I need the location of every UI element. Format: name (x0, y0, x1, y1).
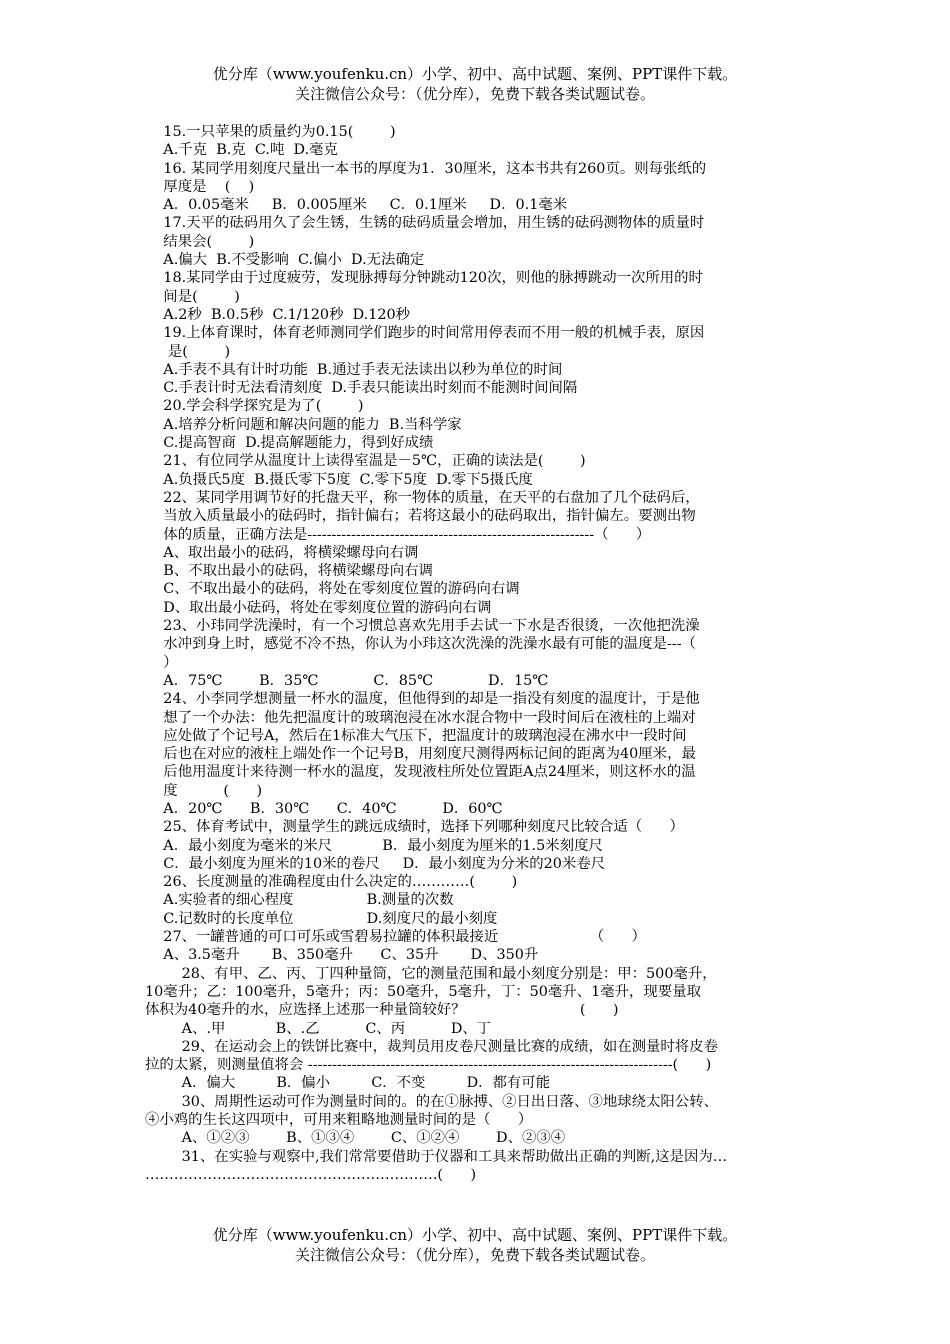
text-line: A.偏大 B.不受影响 C.偏小 D.无法确定 (145, 252, 425, 269)
text-line: D、取出最小砝码，将处在零刻度位置的游码向右调 (145, 599, 492, 616)
text-line: 25、体育考试中，测量学生的跳远成绩时，选择下列哪种刻度尺比较合适（ ） (145, 819, 684, 836)
text-line: 26、长度测量的准确程度由什么决定的…………( ) (145, 874, 518, 891)
text-line: A.培养分析问题和解决问题的能力 B.当科学家 (145, 416, 462, 433)
footer-line-1: 优分库（www.youfenku.cn）小学、初中、高中试题、案例、PPT课件下载。 (212, 1226, 738, 1244)
text-line: …………………………………………………….( ) (145, 1166, 477, 1183)
text-line: 应处做了个记号A，然后在1标准大气压下，把温度计的玻璃泡浸在沸水中一段时间 (145, 727, 687, 744)
text-line: ） (145, 654, 178, 671)
text-line: A.手表不具有计时功能 B.通过手表无法读出以秒为单位的时间 (145, 361, 563, 378)
text-line: A．最小刻度为毫米的米尺 B．最小刻度为厘米的1.5米刻度尺 (145, 837, 603, 854)
text-line: 17.天平的砝码用久了会生锈，生锈的砝码质量会增加，用生锈的砝码测物体的质量时 (145, 215, 705, 232)
text-line: 23、小玮同学洗澡时，有一个习惯总喜欢先用手去试一下水是否很烫，一次他把洗澡 (145, 618, 700, 635)
text-line: 当放入质量最小的砝码时，指针偏右；若将这最小的砝码取出，指针偏左。要测出物 (145, 508, 696, 525)
text-line: 是( ) (145, 343, 231, 360)
footer-line-2: 关注微信公众号：（优分库），免费下载各类试题试卷。 (294, 1246, 655, 1264)
text-line: B、不取出最小的砝码，将横梁螺母向右调 (145, 563, 433, 580)
page-header (0, 64, 950, 104)
text-line: A.2秒 B.0.5秒 C.1/120秒 D.120秒 (145, 306, 411, 323)
text-line: 间是( ) (145, 288, 240, 305)
text-line: C、不取出最小的砝码，将处在零刻度位置的游码向右调 (145, 581, 520, 598)
text-line: 21、有位同学从温度计上读得室温是－5℃，正确的读法是( ) (145, 453, 586, 470)
text-line: 10毫升；乙：100毫升，5毫升；丙：50毫升，5毫升，丁：50毫升、1毫升，现要量取 (145, 983, 701, 1000)
text-line: A、3.5毫升 B、350毫升 C、35升 D、350升 (145, 947, 539, 964)
text-line: ④小鸡的生长这四项中，可用来粗略地测量时间的是（ ） (145, 1112, 533, 1129)
question-list (145, 123, 810, 1184)
text-line: A.千克 B.克 C.吨 D.毫克 (145, 142, 338, 159)
page-footer (0, 1225, 950, 1265)
text-line: 28、有甲、乙、丙、丁四种量筒，它的测量范围和最小刻度分别是：甲：500毫升， (145, 965, 717, 982)
text-line: A.负摄氏5度 B.摄氏零下5度 C.零下5度 D.零下5摄氏度 (145, 471, 533, 488)
text-line: 27、一罐普通的可口可乐或雪碧易拉罐的体积最接近 （ ） (145, 929, 646, 946)
text-line: 22、某同学用调节好的托盘天平，称一物体的质量，在天平的右盘加了几个砝码后， (145, 489, 700, 506)
text-line: C．最小刻度为厘米的10米的卷尺 D．最小刻度为分米的20米卷尺 (145, 855, 606, 872)
text-line: 厚度是 ( ) (145, 178, 255, 195)
text-line: 15.一只苹果的质量约为0.15( ) (145, 124, 396, 140)
text-line: A、①②③ B、①③④ C、①②④ D、②③④ (145, 1130, 566, 1147)
text-line: 拉的太紧，则测量值将会 ---------------------------------------------------------------------------( ) (145, 1057, 712, 1074)
text-line: 体的质量，正确方法是-----------------------------------------------------------（ ） (145, 526, 651, 543)
text-line: A．偏大 B．偏小 C．不变 D．都有可能 (145, 1075, 551, 1092)
header-line-1: 优分库（www.youfenku.cn）小学、初中、高中试题、案例、PPT课件下载。 (212, 65, 738, 83)
header-line-2: 关注微信公众号：（优分库），免费下载各类试题试卷。 (294, 85, 655, 103)
text-line: 16. 某同学用刻度尺量出一本书的厚度为1．30厘米，这本书共有260页。则每张纸的 (145, 160, 707, 177)
text-line: 度 ( ) (145, 782, 263, 799)
text-line: 18.某同学由于过度疲劳，发现脉搏每分钟跳动120次，则他的脉搏跳动一次所用的时 (145, 270, 703, 287)
text-line: A．0.05毫米 B．0.005厘米 C．0.1厘米 D．0.1毫米 (145, 197, 568, 214)
text-line: 想了一个办法：他先把温度计的玻璃泡浸在冰水混合物中一段时间后在液柱的上端对 (145, 709, 696, 726)
text-line: C.提高智商 D.提高解题能力，得到好成绩 (145, 435, 434, 452)
text-line: C.记数时的长度单位 D.刻度尺的最小刻度 (145, 910, 498, 927)
text-line: 后他用温度计来待测一杯水的温度，发现液柱所处位置距A点24厘米，则这杯水的温 (145, 764, 696, 781)
text-line: A．75℃ B．35℃ C．85℃ D．15℃ (145, 672, 549, 689)
text-line: 体积为40毫升的水，应选择上述那一种量筒较好？ ( ) (145, 1002, 619, 1019)
text-line: 30、周期性运动可作为测量时间的。的在①脉搏、②日出日落、③地球绕太阳公转、 (145, 1093, 718, 1110)
text-line: A、.甲 B、.乙 C、丙 D、丁 (145, 1020, 492, 1037)
text-line: C.手表计时无法看清刻度 D.手表只能读出时刻而不能测时间间隔 (145, 380, 578, 397)
text-line: 24、小李同学想测量一杯水的温度，但他得到的却是一指没有刻度的温度计，于是他 (145, 691, 700, 708)
text-line: 后也在对应的液柱上端处作一个记号B，用刻度尺测得两标记间的距离为40厘米，最 (145, 746, 696, 763)
text-line: 结果会( ) (145, 233, 255, 250)
text-line: 20.学会科学探究是为了( ) (145, 398, 364, 415)
text-line: 31、在实验与观察中,我们常常要借助于仪器和工具来帮助做出正确的判断,这是因为… (145, 1148, 728, 1165)
text-line: 水冲到身上时，感觉不冷不热，你认为小玮这次洗澡的洗澡水最有可能的温度是---（ (145, 636, 696, 653)
text-line: A.实验者的细心程度 B.测量的次数 (145, 892, 454, 909)
text-line: 29、在运动会上的铁饼比赛中，裁判员用皮卷尺测量比赛的成绩，如在测量时将皮卷 (145, 1038, 718, 1055)
text-line: 19.上体育课时，体育老师测同学们跑步的时间常用停表而不用一般的机械手表，原因 (145, 325, 705, 342)
text-line: A、取出最小的砝码，将横梁螺母向右调 (145, 544, 419, 561)
text-line: A．20℃ B．30℃ C．40℃ D．60℃ (145, 800, 503, 817)
